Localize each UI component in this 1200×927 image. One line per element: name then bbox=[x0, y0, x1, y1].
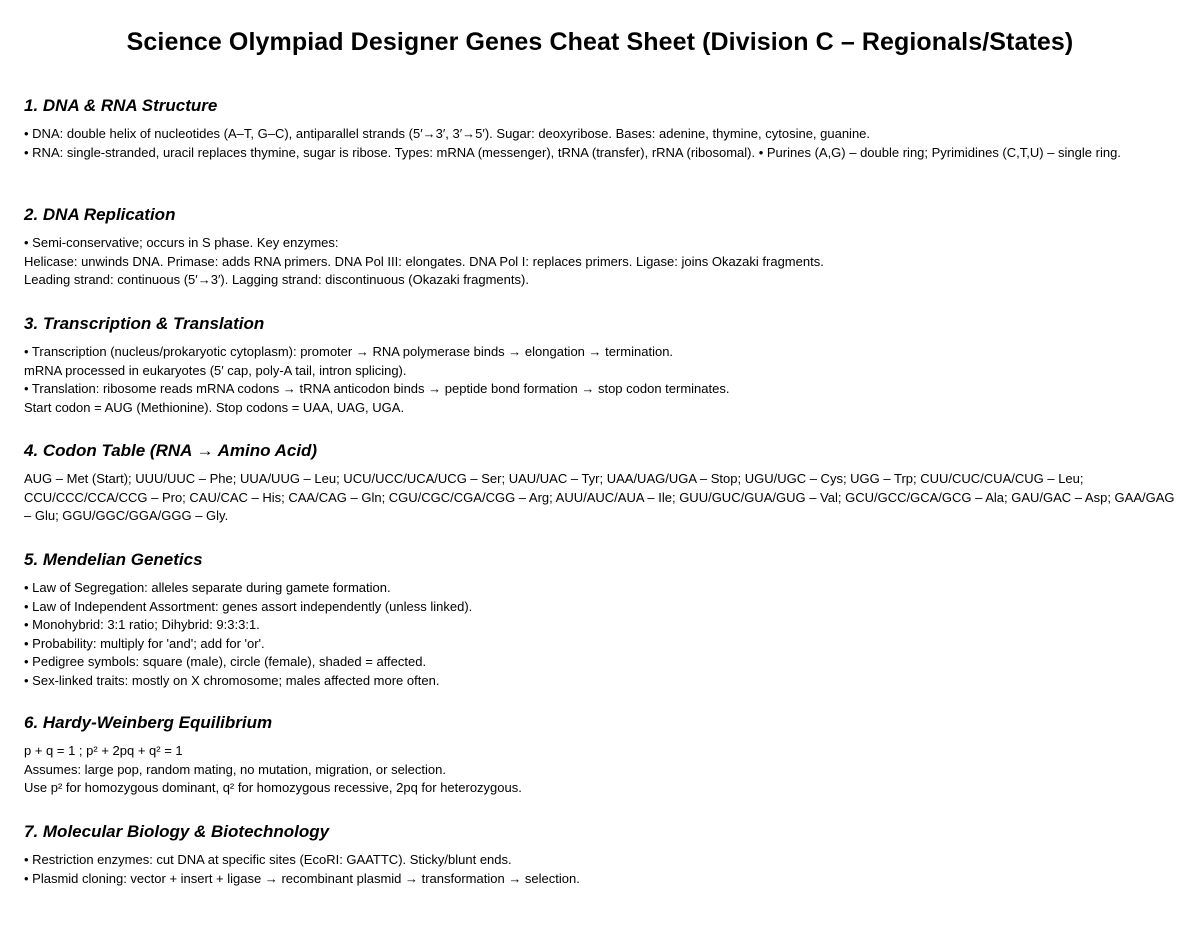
section-line: • Law of Segregation: alleles separate during gamete formation. bbox=[24, 580, 391, 595]
section-heading: 1. DNA & RNA Structure bbox=[24, 96, 218, 115]
section-line: • Probability: multiply for 'and'; add for 'or'. bbox=[24, 635, 265, 651]
section-line: Assumes: large pop, random mating, no mutation, migration, or selection. bbox=[24, 761, 446, 777]
section-line: • Translation: ribosome reads mRNA codons → tRNA anticodon binds → peptide bond formation → stop codon terminates. bbox=[24, 381, 730, 396]
section-line: • Restriction enzymes: cut DNA at specific sites (EcoRI: GAATTC). Sticky/blunt ends. bbox=[24, 852, 512, 867]
section-line: • Pedigree symbols: square (male), circle (female), shaded = affected. bbox=[24, 654, 427, 669]
section-line: AUG – Met (Start); UUU/UUC – Phe; UUA/UUG – Leu; UCU/UCC/UCA/UCG – Ser; UAU/UAC – Tyr; UAA/UAG/UGA – Stop; UGU/UGC – Cys; UGG – Trp; CUU/CUC/CUA/CUG – Leu; CCU/CCC/CCA/CCG – Pro; CAU/CAC – His; CAA/CAG – Gln; CGU/CGC/CGA/CGG – Arg; AUU/AUC/AUA – Ile; GUU/GUC/GUA/GUG – Val; GCU/GCC/GCA/GCG – Ala; GAU/GAC – Asp; GAA/GAG – Glu; GGU/GGC/GGA/GGG – Gly. bbox=[24, 471, 1175, 523]
section-line: • Transcription (nucleus/prokaryotic cytoplasm): promoter → RNA polymerase binds → elongation → termination. bbox=[24, 344, 674, 359]
section-heading: 5. Mendelian Genetics bbox=[24, 550, 203, 569]
section-line: • Plasmid cloning: vector + insert + ligase → recombinant plasmid → transformation → selection. bbox=[24, 870, 580, 886]
section-heading: 6. Hardy-Weinberg Equilibrium bbox=[24, 713, 273, 732]
section-dna-rna-structure bbox=[24, 96, 1180, 162]
section-line: p + q = 1 ; p² + 2pq + q² = 1 bbox=[24, 743, 183, 758]
section-heading: 7. Molecular Biology & Biotechnology bbox=[24, 822, 330, 841]
section-molecular-biology bbox=[24, 822, 1180, 888]
section-heading: 4. Codon Table (RNA → Amino Acid) bbox=[24, 441, 318, 460]
section-line: Leading strand: continuous (5′→3′). Lagging strand: discontinuous (Okazaki fragments). bbox=[24, 272, 529, 287]
section-line: • Monohybrid: 3:1 ratio; Dihybrid: 9:3:3:1. bbox=[24, 617, 260, 632]
section-transcription-translation bbox=[24, 314, 1180, 417]
section-hardy-weinberg bbox=[24, 713, 1180, 798]
section-dna-replication bbox=[24, 205, 1180, 290]
section-mendelian-genetics bbox=[24, 550, 1180, 690]
section-heading: 2. DNA Replication bbox=[24, 205, 176, 224]
section-line: • Semi-conservative; occurs in S phase. Key enzymes: bbox=[24, 235, 339, 250]
section-line: • DNA: double helix of nucleotides (A–T, G–C), antiparallel strands (5′→3′, 3′→5′). Sugar: deoxyribose. Bases: adenine, thymine, cytosine, guanine. bbox=[24, 126, 871, 141]
section-line: Start codon = AUG (Methionine). Stop codons = UAA, UAG, UGA. bbox=[24, 399, 405, 415]
section-line: • RNA: single-stranded, uracil replaces thymine, sugar is ribose. Types: mRNA (messenger), tRNA (transfer), rRNA (ribosomal). • Purines (A,G) – double ring; Pyrimidines (C,T,U) – single ring. bbox=[24, 144, 1121, 160]
section-heading: 3. Transcription & Translation bbox=[24, 314, 265, 333]
page-title: Science Olympiad Designer Genes Cheat Sheet (Division C – Regionals/States) bbox=[126, 28, 1074, 56]
section-line: • Sex-linked traits: mostly on X chromosome; males affected more often. bbox=[24, 672, 440, 688]
section-line: • Law of Independent Assortment: genes assort independently (unless linked). bbox=[24, 598, 473, 614]
section-codon-table bbox=[24, 441, 1180, 526]
section-line: Use p² for homozygous dominant, q² for homozygous recessive, 2pq for heterozygous. bbox=[24, 780, 522, 795]
section-line: Helicase: unwinds DNA. Primase: adds RNA primers. DNA Pol III: elongates. DNA Pol I: replaces primers. Ligase: joins Okazaki fragments. bbox=[24, 253, 824, 269]
section-line: mRNA processed in eukaryotes (5′ cap, poly-A tail, intron splicing). bbox=[24, 362, 407, 378]
